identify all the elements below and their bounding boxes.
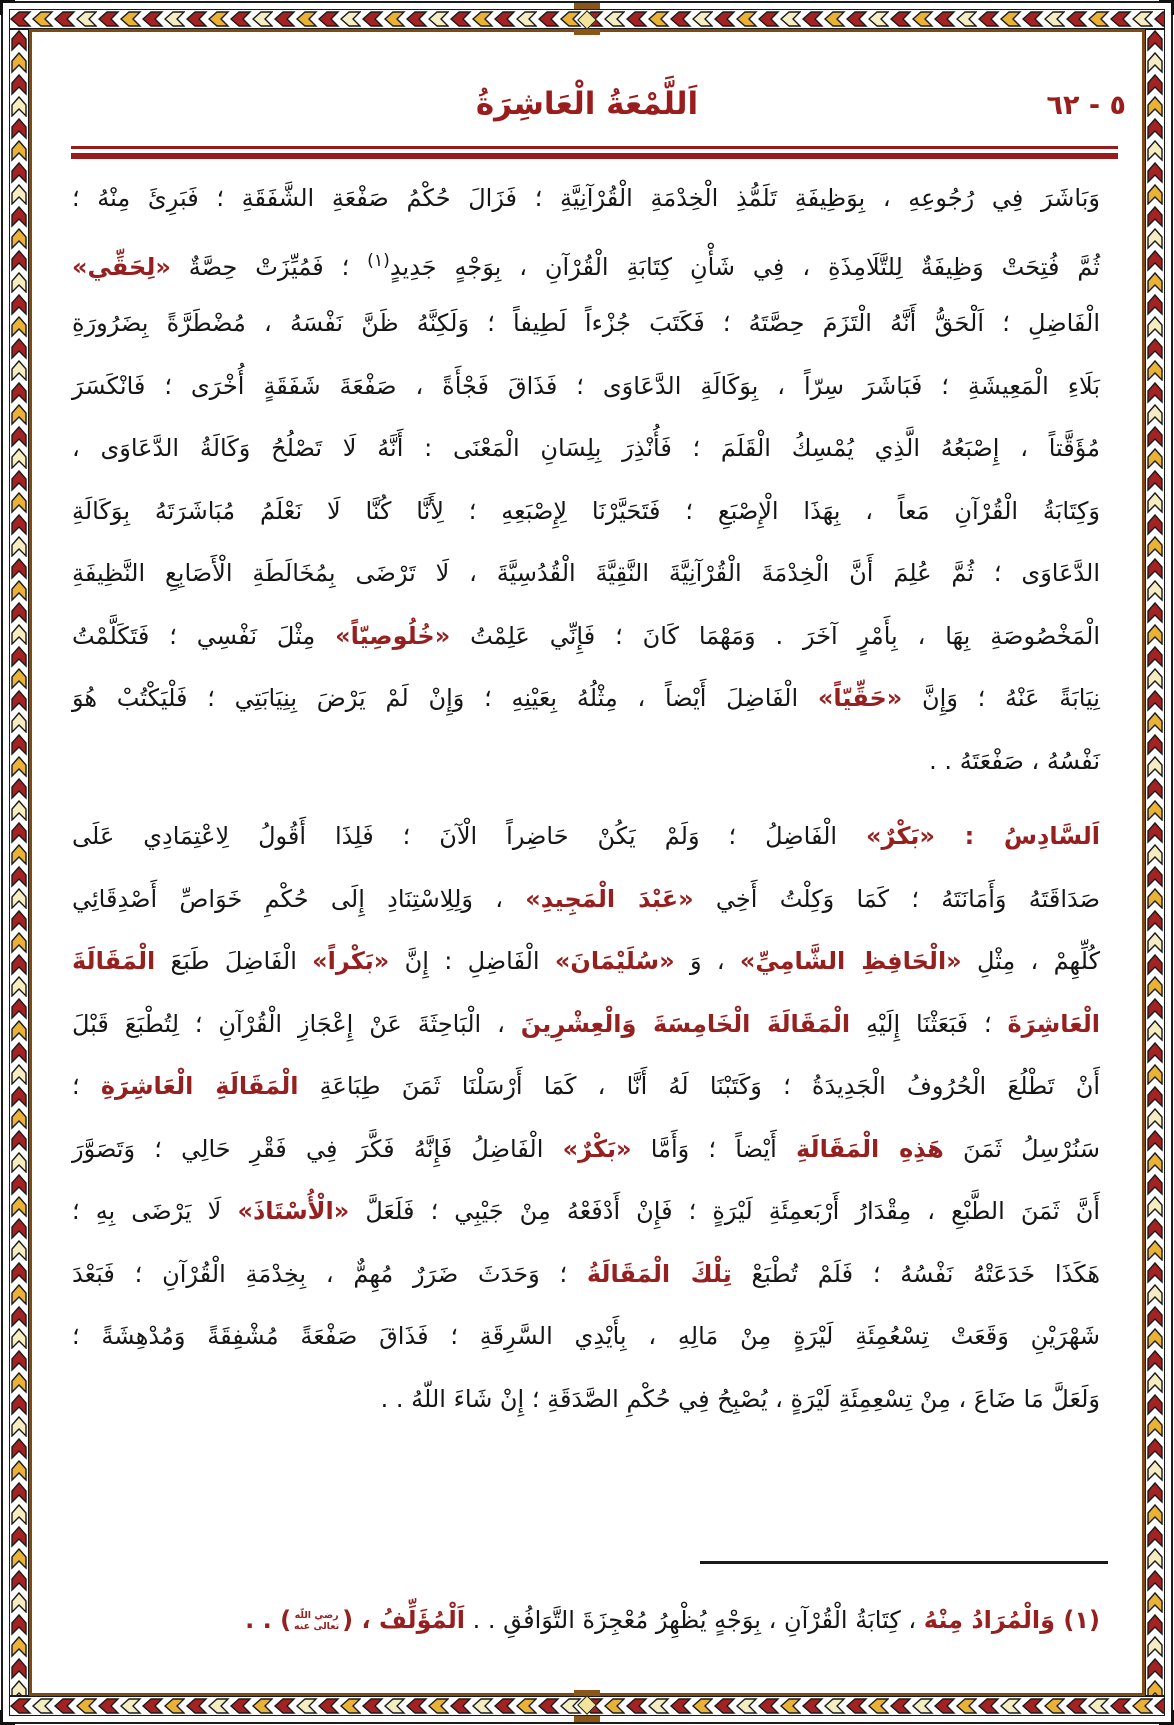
body-text — [72, 167, 1100, 1430]
corner-ornament-bottom-left — [0, 1710, 15, 1725]
footnote: (١) وَالْمُرَادُ مِنْهُ ، كِتَابَةُ الْقُرْآنِ ، بِوَجْهٍ يُظْهِرُ مُعْجِزَةَ التَّوَافُقِ . . اَلْمُؤَلِّفُ ، ( رضي اللّه تعالى عنه ) . . — [245, 1606, 1100, 1634]
text-line-p2-4: الْعَاشِرَةَ ؛ فَبَعَثْنَا إِلَيْهِ الْمَقَالَةَ الْخَامِسَةَ وَالْعِشْرِينَ ، الْبَاحِثَةَ عَنْ إِعْجَازِ الْقُرْآنِ ؛ لِتُطْبَعَ قَبْلَ — [72, 1009, 1100, 1038]
text-line-p1-9: نِيَابَةً عَنْهُ ؛ وَإِنَّ «حَقِّيّاً» الْفَاضِلَ أَيْضاً ، مِثْلُهُ بِعَيْنِهِ ؛ وَإِنْ لَمْ يَرْضَ بِنِيَابَتِي ؛ فَلْيَكْتُبْ هُوَ — [72, 684, 1100, 712]
text-line-p1-2: ثُمَّ فُتِحَتْ وَظِيفَةٌ لِلتَّلَامِذَةِ ، فِي شَأْنِ كِتَابَةِ الْقُرْآنِ ، بِوَجْهٍ جَدِيدٍ$^{(١)}$ ؛ فَمُيِّزَتْ حِصَّةٌ «لِحَقِّي» — [72, 250, 1100, 281]
text-line-p2-9: شَهْرَيْنِ وَقَعَتْ تِسْعُمِئَةِ لَيْرَةٍ مِنْ مَالِهِ ، بِأَيْدِي السَّرِقَةِ ؛ فَذَاقَ صَفْعَةً مُشْفِقَةً وَمُدْهِشَةً ؛ — [72, 1322, 1100, 1350]
text-line-p2-7: أَنَّ ثَمَنَ الطَّبْعِ ، مِقْدَارُ أَرْبَعمِئَةِ لَيْرَةٍ ؛ فَإِنْ أَدْفَعْهُ مِنْ جَيْبِي ؛ فَلَعَلَّ «الْأُسْتَاذَ» لَا يَرْضَى بِهِ ؛ — [72, 1197, 1101, 1225]
text-line-p1-6: وَكِتَابَةُ الْقُرْآنِ مَعاً ، بِهَذَا الْإِصْبَعِ ؛ فَتَحَيَّرْنَا لِإِصْبَعِهِ ؛ لِأَنَّا كُنَّا لَا نَعْلَمُ مُبَاشَرَتَهُ بِوَكَالَةِ — [72, 496, 1100, 525]
text-line-p1-10: نَفْسُهُ ، صَفْعَتَهُ . . — [929, 746, 1100, 775]
page-title: اَللَّمْعَةُ الْعَاشِرَةُ — [475, 86, 699, 122]
chain-border-right — [1145, 29, 1165, 1696]
text-line-p1-4: بَلَاءِ الْمَعِيشَةِ ؛ فَبَاشَرَ سِرّاً ، بِوَكَالَةِ الدَّعَاوَى ؛ فَذَاقَ فَجْأَةً ، صَفْعَةَ شَفَقَةٍ أُخْرَى ؛ فَانْكَسَرَ — [72, 371, 1100, 400]
chain-border-left — [9, 29, 29, 1696]
corner-ornament-bottom-right — [1159, 1710, 1174, 1725]
text-line-p1-3: الْفَاضِلِ ؛ اَلْحَقُّ أَنَّهُ الْتَزَمَ حِصَّتَهُ ؛ فَكَتَبَ جُزْءاً لَطِيفاً ؛ وَلَكِنَّهُ ظَنَّ نَفْسَهُ ، مُضْطَرَّةً بِضَرُورَةِ — [72, 309, 1100, 337]
text-line-p2-5: أَنْ تَطْلُعَ الْحُرُوفُ الْجَدِيدَةُ ؛ وَكَتَبْنَا لَهُ أَنَّا ، كَمَا أَرْسَلْنَا ثَمَنَ طِبَاعَةِ الْمَقَالَةِ الْعَاشِرَةِ ؛ — [72, 1072, 1101, 1100]
corner-ornament-top-right — [1159, 0, 1174, 15]
author-seal-radiallahu-anhu: رضي اللّه تعالى عنه — [294, 1609, 340, 1632]
bottom-center-tab-outer — [574, 1716, 600, 1722]
text-line-p1-8: الْمَخْصُوصَةِ بِهَا ، بِأَمْرٍ آخَرَ . وَمَهْمَا كَانَ ؛ فَإِنِّي عَلِمْتُ «خُلُوصِيّاً» مِثْلَ نَفْسِي ؛ فَتَكَلَّمْتُ — [72, 621, 1100, 650]
footnote-separator — [700, 1561, 1108, 1564]
header-rule-thin — [71, 146, 1118, 149]
page-number: ٥ - ٦٢ — [1046, 90, 1126, 121]
paragraph-1 — [72, 167, 1100, 792]
text-line-p1-5: مُؤَقَّتاً ، إِصْبَعُهُ الَّذِي يُمْسِكُ الْقَلَمَ ؛ فَأُنْذِرَ بِلِسَانِ الْمَعْنَى : أَنَّهُ لَا تَصْلُحُ وَكَالَةُ الدَّعَاوَى ، — [72, 434, 1100, 462]
text-line-p2-10: وَلَعَلَّ مَا ضَاعَ ، مِنْ تِسْعِمِئَةِ لَيْرَةٍ ، يُصْبِحُ فِي حُكْمِ الصَّدَقَةِ ؛ إِنْ شَاءَ اللّهُ . . — [380, 1384, 1100, 1413]
text-line-p2-8: هَكَذَا خَدَعَتْهُ نَفْسُهُ ؛ فَلَمْ تُطْبَعْ تِلْكَ الْمَقَالَةُ ؛ وَحَدَثَ ضَرَرٌ مُهِمٌّ ، بِخِدْمَةِ الْقُرْآنِ ؛ فَبَعْدَ — [72, 1259, 1101, 1288]
text-line-p2-6: سَنُرْسِلُ ثَمَنَ هَذِهِ الْمَقَالَةِ أَيْضاً ؛ وَأَمَّا «بَكْرٌ» الْفَاضِلُ فَإِنَّهُ فَكَّرَ فِي فَقْرِ حَالِي ؛ وَتَصَوَّرَ — [72, 1134, 1100, 1163]
paragraph-2 — [72, 805, 1100, 1430]
top-center-tab-outer — [574, 3, 600, 9]
text-line-p2-3: كُلِّهِمْ ، مِثْلِ «الْحَافِظِ الشَّامِيِّ» ، وَ «سُلَيْمَانَ» الْفَاضِلِ : إِنَّ «بَكْراً» الْفَاضِلَ طَبَعَ الْمَقَالَةَ — [72, 947, 1100, 975]
corner-ornament-top-left — [0, 0, 15, 15]
text-line-p2-1: اَلسَّادِسُ : «بَكْرٌ» الْفَاضِلُ ؛ وَلَمْ يَكُنْ حَاضِراً الْآنَ ؛ فَلِذَا أَقُولُ لِاعْتِمَادِي عَلَى — [72, 822, 1100, 850]
text-line-p2-2: صَدَاقَتَهُ وَأَمَانَتَهُ ؛ كَمَا وَكِلْتُ أَخِي «عَبْدَ الْمَجِيدِ» ، وَلِلِاسْتِنَادِ إِلَى حُكْمِ خَوَاصِّ أَصْدِقَائِي — [72, 884, 1100, 913]
text-line-p1-7: الدَّعَاوَى ؛ ثُمَّ عُلِمَ أَنَّ الْخِدْمَةَ الْقُرْآنِيَّةَ النَّقِيَّةَ الْقُدُسِيَّةَ ، لَا تَرْضَى بِمُخَالَطَةِ الْأَصَابِعِ النَّظِيفَةِ — [72, 559, 1100, 587]
text-line-p1-1: وَبَاشَرَ فِي رُجُوعِهِ ، بِوَظِيفَةِ تَلَمُّذِ الْخِدْمَةِ الْقُرْآنِيَّةِ ؛ فَزَالَ حُكْمُ صَفْعَةِ الشَّفَقَةِ ؛ فَبَرِئَ مِنْهُ ؛ — [72, 184, 1100, 212]
header-rule-thick — [71, 153, 1118, 159]
